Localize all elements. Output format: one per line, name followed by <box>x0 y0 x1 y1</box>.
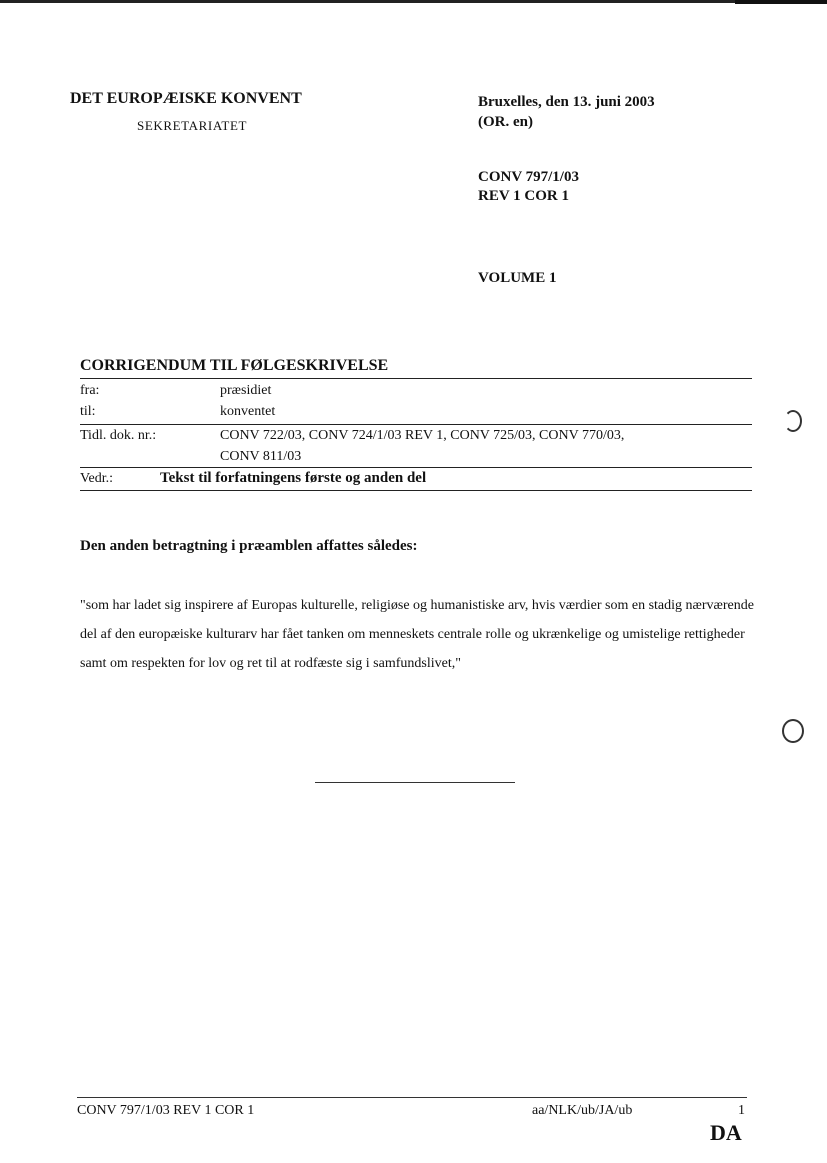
from-label: fra: <box>80 383 100 398</box>
organization-name: DET EUROPÆISKE KONVENT <box>70 90 302 107</box>
body-paragraph: "som har ladet sig inspirere af Europas kulturelle, religiøse og humanistiske arv, hvis værdier som en stadig nærværende del af den europæiske kulturarv har fået tanken om menneskets centrale rolle og ukrænkelige og umistelige rettigheder samt om respekten for lov og ret til at rodfæste sig i samfundslivet," <box>80 598 754 671</box>
rule-under-prev-docs <box>80 467 752 468</box>
prev-docs-line-2: CONV 811/03 <box>220 449 302 464</box>
rule-under-title <box>80 378 752 379</box>
subject-label: Vedr.: <box>80 471 114 486</box>
top-border-right <box>735 0 827 4</box>
from-value: præsidiet <box>220 383 272 398</box>
footer-doc-ref: CONV 797/1/03 REV 1 COR 1 <box>77 1103 255 1118</box>
punch-hole-icon <box>784 410 802 432</box>
prev-docs-line-1: CONV 722/03, CONV 724/1/03 REV 1, CONV 725/03, CONV 770/03, <box>220 428 625 443</box>
original-language: (OR. en) <box>478 114 533 130</box>
prev-docs-label: Tidl. dok. nr.: <box>80 428 157 443</box>
to-value: konventet <box>220 404 276 419</box>
date-line: Bruxelles, den 13. juni 2003 <box>478 94 655 110</box>
end-rule <box>315 782 515 783</box>
reference-block <box>478 168 579 206</box>
to-label: til: <box>80 404 96 419</box>
rule-under-subject <box>80 490 752 491</box>
footer-page-number: 1 <box>738 1103 745 1118</box>
rule-under-to <box>80 424 752 425</box>
body-heading: Den anden betragtning i præamblen affattes således: <box>80 538 418 554</box>
punch-hole-icon <box>782 719 804 743</box>
footer-rule <box>77 1097 747 1098</box>
date-block <box>478 92 655 132</box>
reference-line-1: CONV 797/1/03 <box>478 169 579 185</box>
footer-language: DA <box>710 1120 742 1145</box>
subject-value: Tekst til forfatningens første og anden del <box>160 470 427 486</box>
department-name: SEKRETARIATET <box>137 118 248 133</box>
cover-note-title: CORRIGENDUM TIL FØLGESKRIVELSE <box>80 357 389 374</box>
footer-initials: aa/NLK/ub/JA/ub <box>532 1103 633 1118</box>
reference-line-2: REV 1 COR 1 <box>478 188 569 204</box>
volume-label: VOLUME 1 <box>478 270 557 286</box>
top-border <box>0 0 827 3</box>
